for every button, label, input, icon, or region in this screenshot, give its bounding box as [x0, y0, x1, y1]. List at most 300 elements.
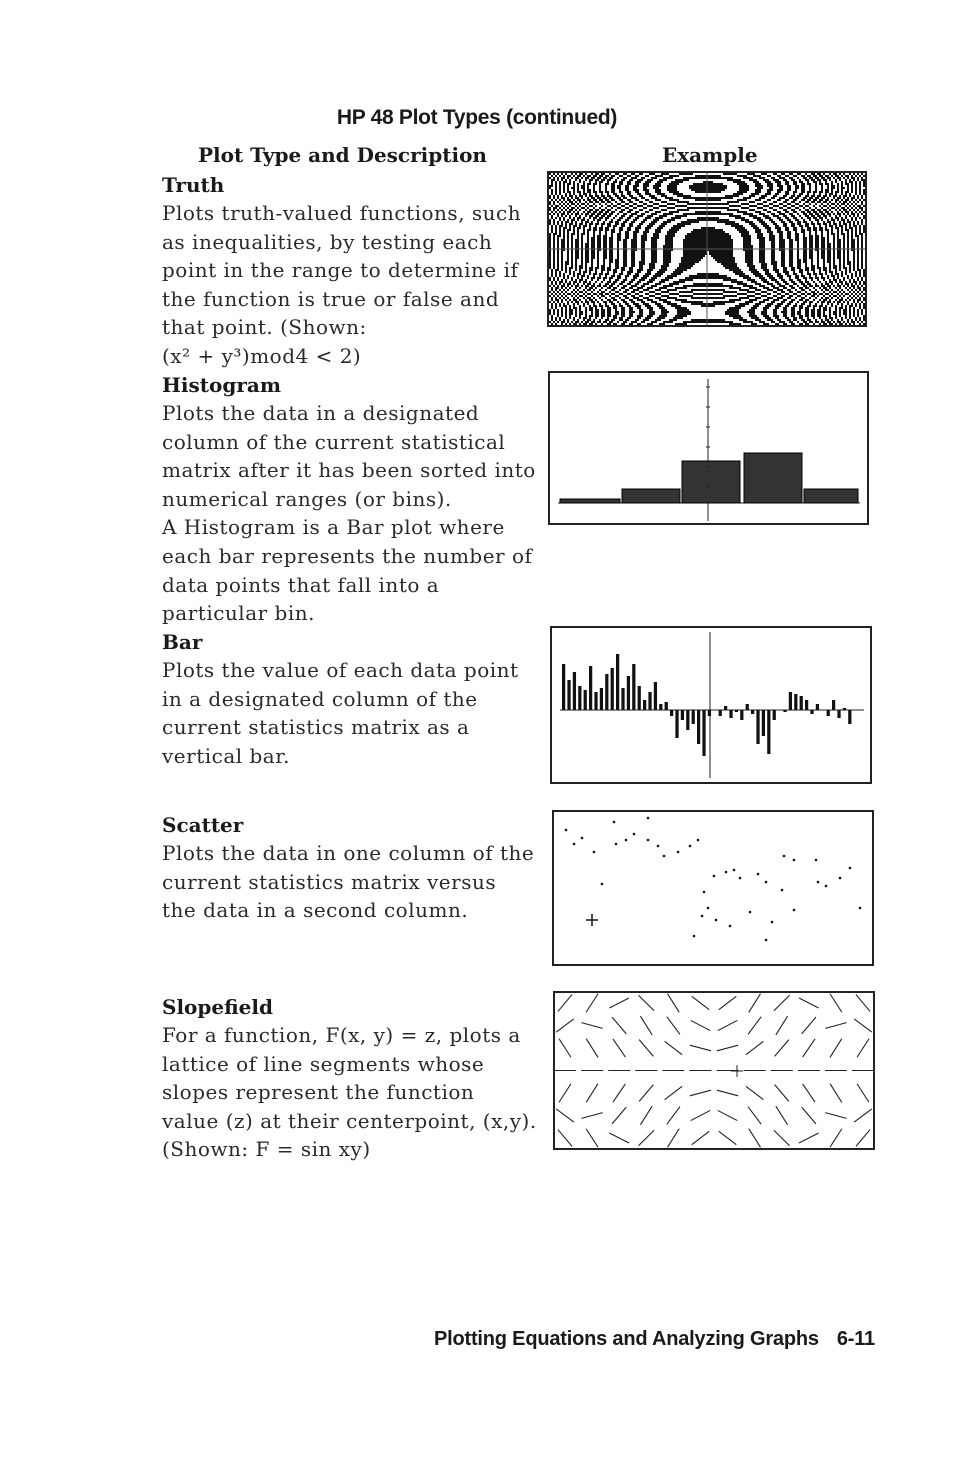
truth-region: [579, 305, 581, 319]
truth-region: [769, 289, 771, 291]
truth-region: [717, 203, 719, 205]
truth-region: [639, 173, 641, 175]
truth-region: [669, 289, 671, 291]
truth-region: [723, 285, 725, 287]
truth-region: [621, 299, 623, 301]
truth-region: [585, 205, 587, 207]
truth-region: [841, 303, 843, 309]
truth-region: [577, 297, 579, 299]
truth-region: [653, 213, 655, 215]
truth-region: [803, 203, 805, 205]
slopefield-segment: [586, 1084, 598, 1103]
truth-region: [691, 177, 693, 179]
truth-region: [851, 197, 853, 201]
truth-region: [625, 173, 627, 175]
truth-region: [647, 215, 649, 219]
truth-region: [859, 293, 861, 295]
truth-region: [773, 291, 775, 293]
truth-region: [555, 181, 557, 195]
truth-region: [557, 295, 559, 297]
truth-region: [805, 195, 807, 199]
truth-region: [613, 281, 615, 285]
truth-region: [577, 175, 579, 179]
truth-region: [661, 223, 663, 229]
truth-region: [803, 283, 805, 287]
truth-region: [557, 221, 559, 225]
truth-region: [845, 179, 847, 185]
truth-region: [617, 291, 619, 293]
truth-region: [641, 285, 643, 289]
truth-region: [793, 179, 795, 185]
truth-region: [609, 201, 611, 203]
truth-region: [813, 209, 815, 213]
truth-region: [701, 175, 703, 179]
truth-region: [661, 193, 663, 197]
truth-region: [601, 173, 603, 177]
truth-region: [761, 213, 763, 215]
truth-region: [845, 205, 847, 207]
truth-region: [741, 199, 743, 201]
truth-region: [625, 275, 627, 281]
truth-region: [549, 295, 551, 297]
truth-region: [727, 201, 729, 205]
truth-region: [673, 303, 675, 307]
truth-region: [791, 209, 793, 211]
truth-region: [851, 217, 853, 221]
truth-region: [639, 205, 641, 207]
truth-region: [647, 323, 649, 325]
truth-region: [739, 199, 741, 201]
truth-region: [831, 271, 833, 277]
truth-region: [763, 205, 765, 207]
truth-region: [679, 305, 681, 319]
truth-region: [653, 295, 655, 297]
truth-region: [677, 175, 679, 177]
truth-region: [749, 235, 751, 271]
truth-region: [585, 173, 587, 175]
truth-region: [825, 209, 827, 213]
bar-plot-bar: [789, 692, 792, 710]
truth-region: [639, 193, 641, 197]
truth-region: [769, 203, 771, 205]
truth-region: [717, 211, 719, 215]
truth-region: [673, 281, 675, 285]
truth-region: [557, 173, 559, 175]
truth-region: [625, 319, 627, 323]
truth-region: [723, 213, 725, 215]
truth-region: [817, 213, 819, 217]
truth-region: [753, 179, 755, 183]
truth-region: [807, 281, 809, 285]
slopefield-segment: [746, 1041, 764, 1054]
truth-region: [585, 201, 587, 203]
truth-region: [659, 315, 661, 321]
truth-region: [763, 173, 765, 175]
truth-region: [799, 287, 801, 289]
truth-region: [823, 291, 825, 293]
truth-region: [797, 285, 799, 287]
truth-region: [565, 291, 567, 293]
truth-region: [709, 181, 711, 193]
truth-region: [783, 173, 785, 175]
truth-region: [569, 293, 571, 295]
truth-region: [819, 293, 821, 295]
truth-region: [827, 293, 829, 295]
truth-region: [793, 305, 795, 321]
truth-region: [819, 209, 821, 213]
truth-region: [813, 223, 815, 231]
truth-region: [801, 287, 803, 291]
truth-region: [727, 285, 729, 287]
truth-region: [737, 305, 739, 319]
truth-region: [585, 299, 587, 303]
truth-region: [571, 195, 573, 199]
truth-region: [583, 271, 585, 277]
truth-region: [807, 175, 809, 177]
truth-region: [653, 203, 655, 205]
truth-region: [549, 195, 551, 199]
truth-region: [769, 293, 771, 295]
truth-region: [609, 237, 611, 271]
bar-plot-bar: [735, 710, 738, 712]
truth-region: [783, 201, 785, 203]
truth-region: [785, 223, 787, 231]
truth-region: [753, 193, 755, 197]
truth-region: [609, 295, 611, 297]
truth-region: [823, 177, 825, 181]
truth-region: [597, 173, 599, 175]
truth-region: [667, 207, 669, 209]
truth-region: [731, 195, 733, 199]
truth-region: [739, 323, 741, 325]
truth-region: [747, 285, 749, 287]
truth-region: [587, 301, 589, 305]
truth-region: [633, 289, 635, 293]
truth-region: [801, 323, 803, 325]
column-heading-description: Plot Type and Description: [198, 143, 487, 167]
truth-region: [637, 281, 639, 285]
truth-region: [857, 235, 859, 271]
slopefield-segment: [776, 1016, 788, 1035]
truth-region: [567, 283, 569, 287]
truth-region: [573, 297, 575, 301]
truth-region: [827, 319, 829, 323]
truth-region: [719, 219, 721, 223]
truth-region: [579, 295, 581, 297]
truth-region: [785, 281, 787, 285]
truth-region: [701, 297, 703, 299]
truth-region: [741, 181, 743, 195]
truth-region: [857, 201, 859, 203]
truth-region: [799, 215, 801, 217]
truth-region: [699, 175, 701, 179]
truth-region: [701, 293, 703, 295]
truth-region: [635, 227, 637, 251]
truth-region: [791, 285, 793, 289]
truth-region: [771, 207, 773, 209]
slopefield-segment: [803, 1039, 815, 1057]
truth-region: [645, 211, 647, 213]
truth-region: [729, 205, 731, 207]
truth-region: [551, 189, 553, 195]
truth-region: [555, 269, 557, 277]
truth-region: [629, 209, 631, 213]
truth-region: [775, 215, 777, 217]
truth-region: [659, 281, 661, 285]
truth-region: [687, 295, 689, 297]
truth-region: [691, 289, 693, 293]
scatter-point: [765, 881, 768, 884]
truth-region: [633, 177, 635, 179]
truth-region: [659, 215, 661, 219]
truth-region: [593, 183, 595, 193]
truth-region: [799, 193, 801, 197]
truth-region: [641, 177, 643, 181]
truth-region: [591, 173, 593, 175]
truth-region: [845, 305, 847, 319]
truth-region: [683, 321, 685, 325]
truth-region: [579, 173, 581, 177]
truth-region: [691, 285, 693, 287]
truth-region: [851, 207, 853, 209]
truth-region: [839, 291, 841, 293]
truth-region: [679, 205, 681, 207]
truth-region: [659, 225, 661, 233]
truth-region: [697, 175, 699, 179]
truth-region: [831, 207, 833, 209]
truth-region: [661, 265, 663, 275]
truth-region: [815, 181, 817, 193]
truth-region: [595, 305, 597, 319]
truth-region: [819, 323, 821, 325]
truth-region: [681, 287, 683, 289]
truth-region: [809, 283, 811, 287]
truth-region: [719, 301, 721, 305]
truth-region: [817, 277, 819, 281]
truth-region: [771, 219, 773, 223]
histogram-bar: [682, 461, 740, 503]
truth-region: [779, 273, 781, 279]
truth-region: [589, 223, 591, 231]
truth-region: [745, 229, 747, 263]
truth-region: [803, 297, 805, 299]
truth-region: [779, 175, 781, 179]
truth-region: [789, 207, 791, 209]
truth-region: [613, 211, 615, 213]
truth-region: [731, 321, 733, 325]
truth-region: [675, 323, 677, 325]
truth-region: [759, 283, 761, 287]
truth-region: [641, 213, 643, 217]
truth-region: [631, 279, 633, 283]
truth-region: [611, 289, 613, 291]
truth-region: [833, 321, 835, 323]
truth-region: [647, 303, 649, 309]
truth-region: [597, 219, 599, 225]
truth-region: [791, 213, 793, 217]
truth-region: [863, 199, 865, 201]
truth-region: [693, 297, 695, 299]
truth-region: [731, 209, 733, 211]
truth-region: [775, 193, 777, 197]
truth-region: [699, 319, 701, 323]
truth-region: [757, 271, 759, 277]
truth-region: [687, 321, 689, 323]
truth-region: [587, 203, 589, 205]
scatter-point: [783, 855, 786, 858]
section-title-scatter: Scatter: [162, 813, 244, 837]
truth-region: [773, 277, 775, 281]
scatter-point: [677, 851, 680, 854]
truth-region: [621, 323, 623, 325]
truth-region: [603, 321, 605, 323]
truth-region: [689, 285, 691, 287]
truth-region: [605, 203, 607, 205]
truth-region: [783, 307, 785, 317]
truth-region: [795, 273, 797, 279]
truth-region: [559, 297, 561, 299]
truth-region: [809, 297, 811, 299]
truth-region: [761, 321, 763, 323]
truth-region: [603, 201, 605, 203]
truth-region: [805, 299, 807, 303]
truth-region: [649, 209, 651, 211]
truth-region: [729, 201, 731, 203]
truth-region: [787, 203, 789, 205]
truth-region: [779, 283, 781, 287]
truth-region: [563, 283, 565, 287]
truth-region: [833, 233, 835, 269]
truth-region: [759, 211, 761, 215]
truth-region: [843, 233, 845, 269]
truth-region: [825, 215, 827, 219]
truth-region: [741, 317, 743, 321]
truth-region: [615, 209, 617, 211]
truth-region: [715, 289, 717, 291]
truth-region: [697, 283, 699, 287]
scatter-point: [757, 873, 760, 876]
truth-region: [607, 199, 609, 203]
truth-region: [577, 217, 579, 221]
truth-region: [611, 207, 613, 209]
truth-region: [725, 207, 727, 209]
truth-region: [637, 205, 639, 207]
truth-region: [635, 303, 637, 307]
truth-region: [577, 319, 579, 323]
truth-region: [785, 293, 787, 295]
truth-region: [551, 315, 553, 321]
truth-region: [763, 299, 765, 303]
truth-region: [651, 209, 653, 211]
section-slopefield: [162, 993, 537, 1164]
truth-region: [657, 211, 659, 213]
truth-region: [563, 227, 565, 251]
truth-region: [733, 221, 735, 227]
truth-region: [711, 293, 713, 295]
truth-region: [761, 177, 763, 179]
truth-region: [715, 207, 717, 209]
truth-region: [793, 323, 795, 325]
truth-region: [655, 289, 657, 291]
truth-region: [809, 183, 811, 193]
truth-region: [739, 179, 741, 195]
bar-plot-bar: [832, 700, 835, 710]
truth-region: [597, 201, 599, 203]
truth-region: [753, 323, 755, 325]
truth-region: [749, 285, 751, 289]
truth-region: [681, 323, 683, 325]
truth-region: [775, 223, 777, 229]
truth-region: [753, 287, 755, 289]
truth-region: [559, 271, 561, 277]
slopefield-segment: [586, 994, 598, 1012]
truth-region: [699, 217, 701, 221]
truth-region: [815, 297, 817, 299]
truth-region: [801, 211, 803, 213]
truth-region: [653, 285, 655, 287]
truth-region: [719, 203, 721, 205]
truth-region: [587, 297, 589, 299]
truth-region: [653, 195, 655, 199]
truth-region: [831, 293, 833, 295]
truth-region: [585, 177, 587, 181]
truth-region: [823, 285, 825, 289]
truth-region: [781, 311, 783, 313]
truth-region: [851, 175, 853, 179]
truth-region: [783, 209, 785, 211]
truth-region: [587, 207, 589, 209]
bar-plot-bar: [638, 686, 641, 710]
truth-region: [653, 321, 655, 323]
truth-region: [767, 179, 769, 187]
truth-region: [609, 209, 611, 211]
truth-region: [665, 321, 667, 323]
truth-region: [621, 209, 623, 213]
truth-region: [827, 229, 829, 263]
truth-region: [699, 207, 701, 209]
truth-region: [571, 219, 573, 225]
truth-region: [659, 179, 661, 187]
truth-region: [743, 207, 745, 209]
truth-region: [859, 317, 861, 321]
truth-region: [575, 221, 577, 227]
truth-region: [619, 203, 621, 205]
truth-region: [611, 211, 613, 215]
truth-region: [679, 287, 681, 289]
truth-region: [551, 303, 553, 309]
truth-region: [735, 179, 737, 183]
truth-region: [681, 257, 683, 273]
truth-region: [729, 195, 731, 199]
slopefield-segment: [612, 1017, 626, 1034]
truth-region: [855, 293, 857, 295]
truth-region: [563, 175, 565, 179]
truth-region: [769, 227, 771, 241]
truth-region: [821, 203, 823, 205]
truth-region: [575, 299, 577, 303]
truth-region: [623, 321, 625, 325]
truth-region: [557, 195, 559, 199]
truth-region: [549, 233, 551, 269]
truth-region: [701, 301, 703, 307]
truth-region: [849, 299, 851, 301]
truth-region: [729, 321, 731, 325]
truth-region: [635, 293, 637, 295]
truth-region: [775, 179, 777, 183]
truth-region: [735, 205, 737, 207]
truth-region: [647, 199, 649, 201]
truth-region: [607, 293, 609, 295]
